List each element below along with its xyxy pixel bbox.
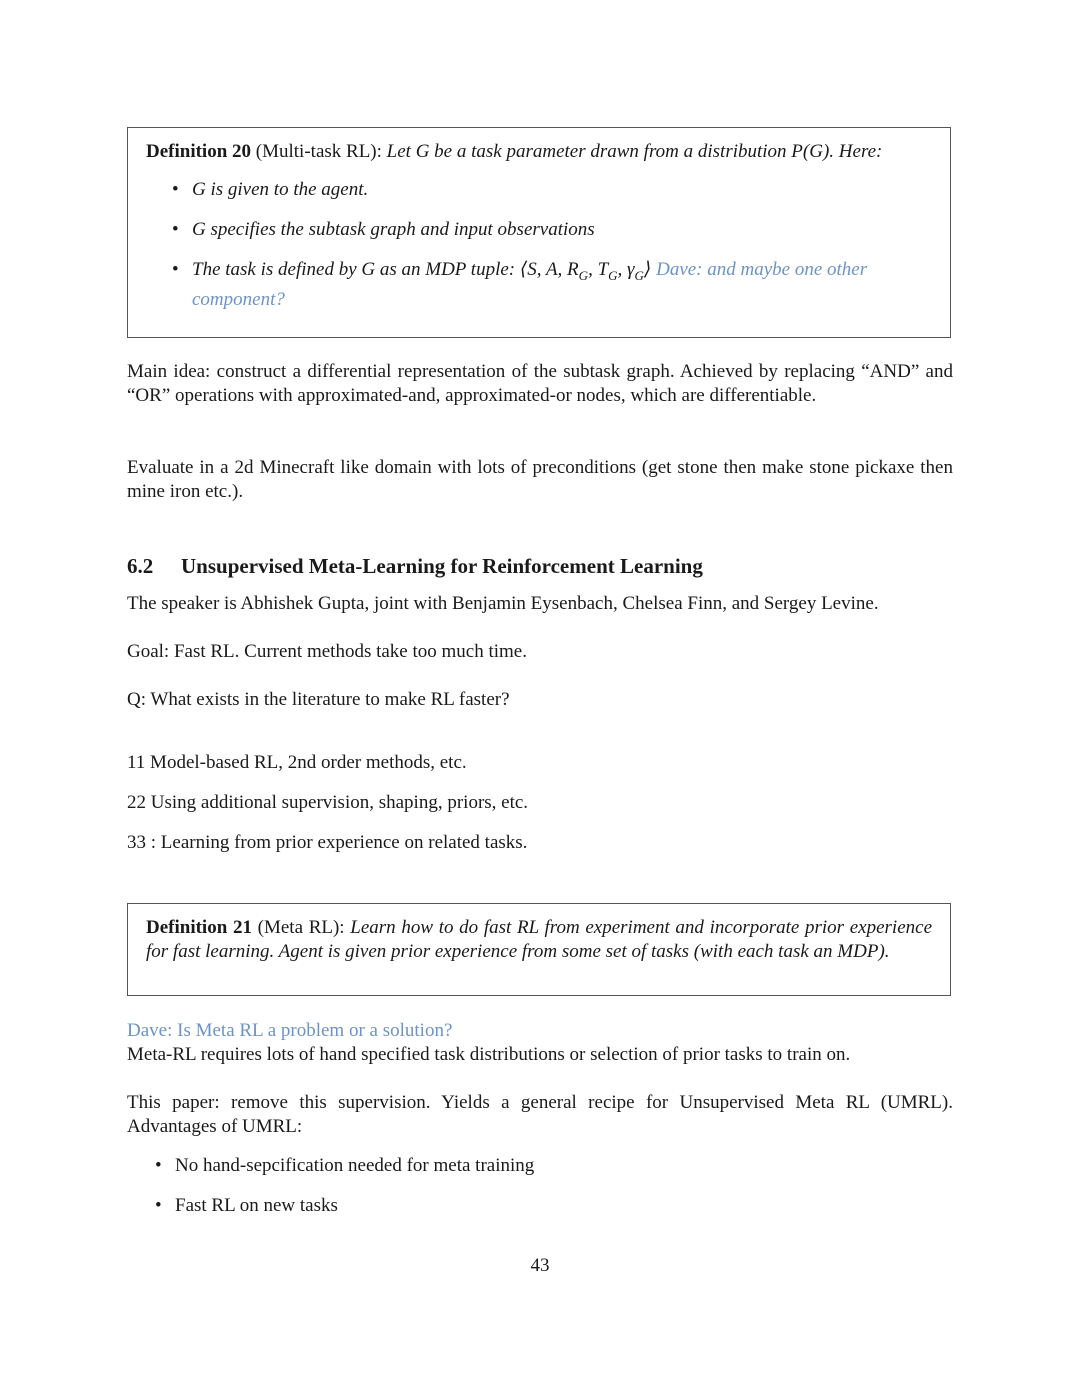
subscript-g: G xyxy=(634,267,644,283)
section-title: Unsupervised Meta-Learning for Reinforcement Learning xyxy=(181,554,703,578)
advantage-item: • Fast RL on new tasks xyxy=(155,1194,534,1234)
definition-21-body: Learn how to do fast RL from experiment and incorporate prior experience for fast learning. Agent is given prior experience from some set of tasks (with each task an MDP). xyxy=(146,917,933,962)
definition-21-text xyxy=(146,916,932,964)
definition-20-text: Let G be a task parameter drawn from a distribution P(G). Here: xyxy=(386,141,883,162)
question-paragraph: Q: What exists in the literature to make RL faster? xyxy=(127,689,510,710)
definition-20-item: • G is given to the agent. xyxy=(192,178,932,202)
definition-20-intro xyxy=(146,140,932,164)
meta-requirements-paragraph: Meta-RL requires lots of hand specified task distributions or selection of prior tasks to train on. xyxy=(127,1044,851,1065)
definition-21-label: Definition 21 xyxy=(146,917,252,938)
section-heading xyxy=(127,553,703,579)
main-idea-paragraph: Main idea: construct a differential representation of the subtask graph. Achieved by replacing “AND” and “OR” operations with approximated-and, approximated-or nodes, which are differentiable. xyxy=(127,361,953,406)
mdp-tuple-text: The task is defined by G as an MDP tuple: ⟨S, A, R xyxy=(192,259,579,280)
definition-20-box xyxy=(127,127,951,338)
mdp-tuple-gamma: , γ xyxy=(617,259,635,280)
advantage-item: • No hand-sepcification needed for meta training xyxy=(155,1154,534,1194)
enum-item: 33 : Learning from prior experience on related tasks. xyxy=(127,832,528,853)
mdp-tuple-end: ⟩ xyxy=(643,259,652,280)
definition-20-list xyxy=(146,178,932,312)
this-paper-paragraph: This paper: remove this supervision. Yields a general recipe for Unsupervised Meta RL (UMRL). Advantages of UMRL: xyxy=(127,1092,953,1137)
mdp-tuple-t: , T xyxy=(588,259,609,280)
definition-20-item xyxy=(192,258,932,312)
definition-20-name: (Multi-task RL): xyxy=(255,141,382,162)
dave-note: Dave: Is Meta RL a problem or a solution? xyxy=(127,1020,453,1041)
definition-20-item: • G specifies the subtask graph and input observations xyxy=(192,218,932,242)
page-number: 43 xyxy=(530,1255,550,1276)
subscript-g: G xyxy=(578,267,589,283)
definition-20-label: Definition 20 xyxy=(146,141,252,162)
speaker-paragraph: The speaker is Abhishek Gupta, joint with Benjamin Eysenbach, Chelsea Finn, and Sergey Levine. xyxy=(127,593,879,614)
advantages-list xyxy=(155,1154,534,1234)
enum-item: 22 Using additional supervision, shaping, priors, etc. xyxy=(127,792,529,813)
subscript-g: G xyxy=(608,267,618,283)
enum-item: 11 Model-based RL, 2nd order methods, etc. xyxy=(127,752,467,773)
evaluation-paragraph: Evaluate in a 2d Minecraft like domain with lots of preconditions (get stone then make stone pickaxe then mine iron etc.). xyxy=(127,457,953,502)
definition-21-name: (Meta RL): xyxy=(257,917,345,938)
definition-21-box xyxy=(127,903,951,996)
goal-paragraph: Goal: Fast RL. Current methods take too much time. xyxy=(127,641,527,662)
section-number: 6.2 xyxy=(127,554,154,578)
dave-comment: Dave: and maybe one other component? xyxy=(192,259,868,310)
